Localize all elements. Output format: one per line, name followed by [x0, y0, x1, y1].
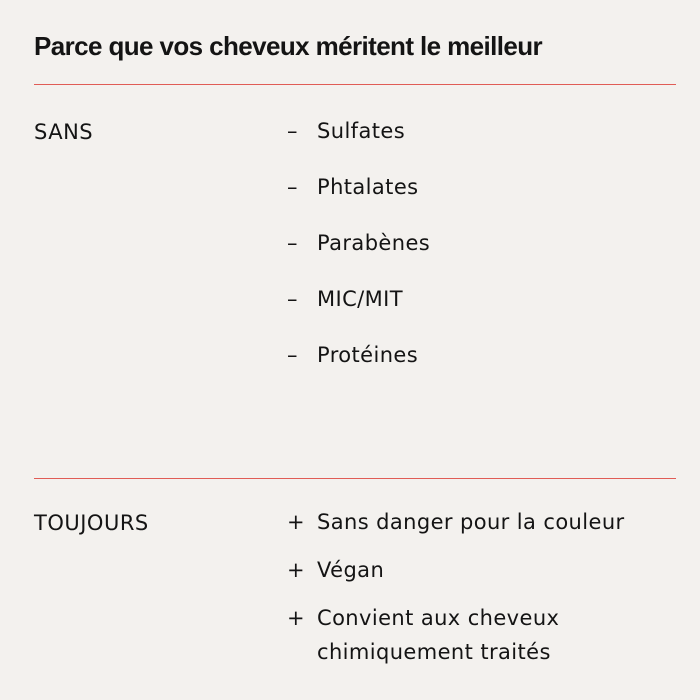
- list-item-text: Végan: [317, 558, 385, 582]
- toujours-list: [287, 505, 647, 683]
- list-item: [287, 505, 647, 539]
- dash-marker: –: [287, 343, 298, 367]
- list-item: [287, 114, 430, 148]
- list-item: [287, 553, 647, 587]
- dash-marker: –: [287, 175, 298, 199]
- list-item-text: Phtalates: [317, 175, 419, 199]
- list-item: [287, 601, 647, 669]
- plus-marker: +: [287, 558, 305, 582]
- list-item: [287, 282, 430, 316]
- plus-marker: +: [287, 510, 305, 534]
- list-item-text: Sans danger pour la couleur: [317, 510, 625, 534]
- list-item-text: MIC/MIT: [317, 287, 403, 311]
- divider-top: [34, 84, 676, 85]
- dash-marker: –: [287, 287, 298, 311]
- list-item: [287, 226, 430, 260]
- list-item-text: Sulfates: [317, 119, 406, 143]
- list-item: [287, 170, 430, 204]
- dash-marker: –: [287, 231, 298, 255]
- list-item: [287, 338, 430, 372]
- dash-marker: –: [287, 119, 298, 143]
- section-label-sans: SANS: [34, 120, 94, 144]
- divider-middle: [34, 478, 676, 479]
- list-item-text: Convient aux cheveux chimiquement traités: [317, 606, 560, 664]
- section-label-toujours: TOUJOURS: [34, 511, 149, 535]
- page-title: Parce que vos cheveux méritent le meilleur: [34, 31, 543, 61]
- list-item-text: Protéines: [317, 343, 419, 367]
- list-item-text: Parabènes: [317, 231, 431, 255]
- plus-marker: +: [287, 606, 305, 630]
- sans-list: [287, 114, 430, 394]
